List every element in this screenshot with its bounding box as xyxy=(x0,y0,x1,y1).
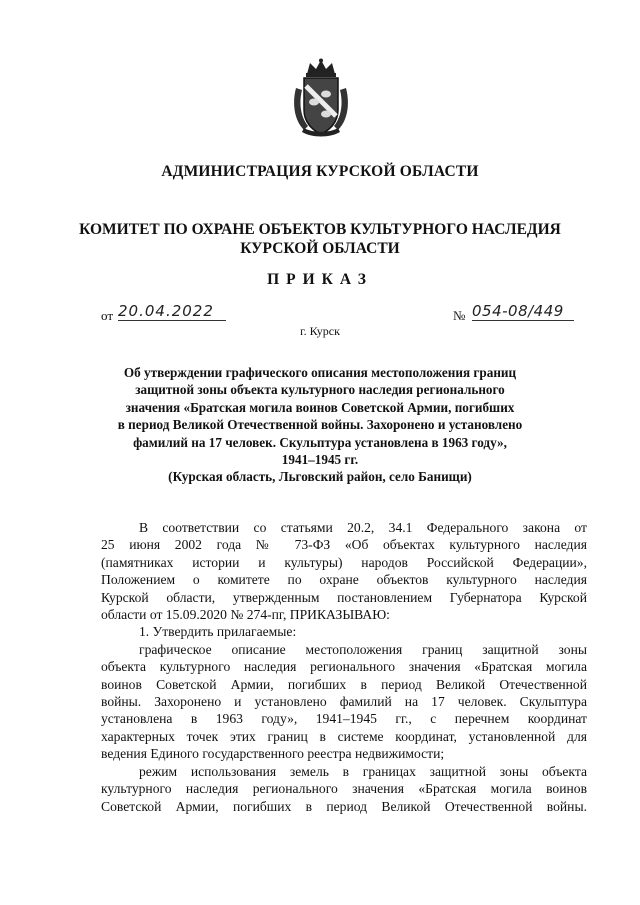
body-line: культурного наследия регионального значения «Братская могила воинов xyxy=(101,781,587,797)
body-line: В соответствии со статьями 20.2, 34.1 Федерального закона от xyxy=(139,520,587,535)
committee-heading xyxy=(60,220,580,258)
body-line: объекта культурного наследия регионального значения «Братская могила xyxy=(101,659,587,675)
order-title: ПРИКАЗ xyxy=(267,271,373,288)
administration-heading: АДМИНИСТРАЦИЯ КУРСКОЙ ОБЛАСТИ xyxy=(161,163,479,180)
handwritten-order-number: 054-08/449 xyxy=(472,302,574,321)
subject-line: (Курская область, Льговский район, село Банищи) xyxy=(168,469,472,485)
body-line: Советской Армии, погибших в период Великой Отечественной войны. xyxy=(101,798,587,814)
handwritten-date: 20.04.2022 xyxy=(118,302,226,321)
body-line: 25 июня 2002 года № 73-ФЗ «Об объектах культурного наследия xyxy=(101,537,587,553)
body-line: ведения Единого государственного реестра недвижимости; xyxy=(101,746,445,762)
subject-line: 1941–1945 гг. xyxy=(281,452,359,468)
body-line: характерных точек этих границ в системе координат, установленной для xyxy=(101,728,587,744)
order-subject xyxy=(95,364,545,486)
committee-heading-line: КОМИТЕТ ПО ОХРАНЕ ОБЪЕКТОВ КУЛЬТУРНОГО НАСЛЕДИЯ xyxy=(79,221,561,238)
body-line: графическое описание местоположения границ защитной зоны xyxy=(139,641,587,657)
body-line: 1. Утвердить прилагаемые: xyxy=(139,624,297,640)
body-line: войны. Захоронено и установлено фамилий на 17 человек. Скульптура xyxy=(101,694,587,710)
body-line: воинов Советской Армии, погибших в период Великой Отечественной xyxy=(101,676,587,692)
body-line: (памятниках истории и культуры) народов Российской Федерации», xyxy=(101,554,587,570)
body-line: режим использования земель в границах защитной зоны объекта xyxy=(139,763,587,779)
body-line: области от 15.09.2020 № 274-пг, ПРИКАЗЫВАЮ: xyxy=(101,607,390,623)
number-label: № xyxy=(453,308,466,323)
subject-line: защитной зоны объекта культурного наследия регионального xyxy=(135,382,505,398)
order-body xyxy=(101,519,587,815)
subject-line: значения «Братская могила воинов Советской Армии, погибших xyxy=(125,399,515,415)
subject-line: в период Великой Отечественной войны. Захоронено и установлено xyxy=(117,417,523,433)
kursk-coat-of-arms-icon xyxy=(290,58,352,138)
committee-heading-line: КУРСКОЙ ОБЛАСТИ xyxy=(240,240,400,257)
date-label: от xyxy=(101,308,114,323)
city-label: г. Курск xyxy=(300,324,340,338)
subject-line: Об утверждении графического описания местоположения границ xyxy=(123,365,517,380)
body-line: Положением о комитете по охране объектов культурного наследия xyxy=(101,572,587,588)
subject-line: фамилий на 17 человек. Скульптура установлена в 1963 году», xyxy=(133,434,507,450)
body-line: установлена в 1963 году», 1941–1945 гг., с перечнем координат xyxy=(101,711,587,727)
body-line: Курской области, утвержденным постановлением Губернатора Курской xyxy=(101,589,587,605)
